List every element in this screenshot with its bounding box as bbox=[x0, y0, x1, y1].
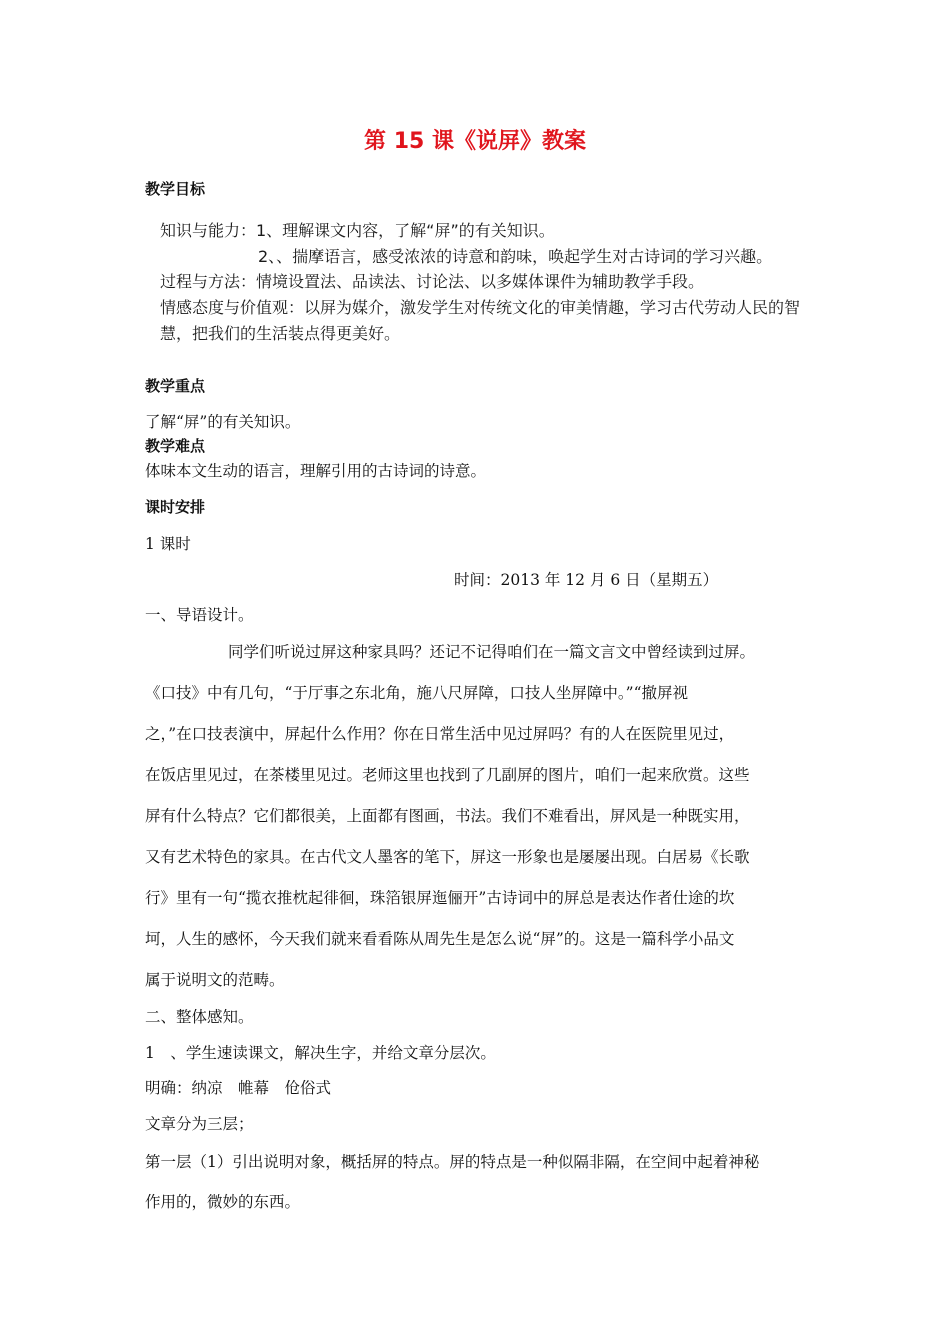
paragraph-line: 屏有什么特点？它们都很美，上面都有图画，书法。我们不难看出，屏风是一种既实用， bbox=[145, 807, 750, 825]
paragraph-line: 明确：纳凉 帷幕 伧俗式 bbox=[145, 1079, 332, 1097]
date-line: 时间：2013 年 12 月 6 日（星期五） bbox=[454, 571, 719, 589]
section1-heading: 一、导语设计。 bbox=[145, 606, 254, 624]
goals-line: 2、、揣摩语言，感受浓浓的诗意和韵味，唤起学生对古诗词的学习兴趣。 bbox=[258, 247, 773, 266]
paragraph-line: 在饭店里见过，在茶楼里见过。老师这里也找到了几副屏的图片，咱们一起来欣赏。这些 bbox=[145, 766, 750, 784]
goals-line: 知识与能力：1、理解课文内容，了解“屏”的有关知识。 bbox=[160, 221, 555, 240]
paragraph-line: 属于说明文的范畴。 bbox=[145, 971, 285, 989]
goals-line: 过程与方法：情境设置法、品读法、讨论法、以多媒体课件为辅助教学手段。 bbox=[160, 272, 705, 291]
paragraph-line: 《口技》中有几句，“于厅事之东北角，施八尺屏障，口技人坐屏障中。”“撤屏视 bbox=[145, 684, 689, 702]
paragraph-line: 第一层（1）引出说明对象，概括屏的特点。屏的特点是一种似隔非隔，在空间中起着神秘 bbox=[145, 1153, 760, 1171]
paragraph-line: 同学们听说过屏这种家具吗？还记不记得咱们在一篇文言文中曾经读到过屏。 bbox=[228, 643, 756, 661]
paragraph-line: 1 、学生速读课文，解决生字，并给文章分层次。 bbox=[145, 1044, 496, 1062]
page-title: 第 15 课《说屏》教案 bbox=[364, 129, 586, 154]
goals-line: 情感态度与价值观：以屏为媒介，激发学生对传统文化的审美情趣，学习古代劳动人民的智 bbox=[160, 298, 801, 317]
goals-heading: 教学目标 bbox=[145, 180, 206, 198]
schedule-text: 1 课时 bbox=[145, 535, 191, 553]
paragraph-line: 作用的，微妙的东西。 bbox=[145, 1193, 301, 1211]
paragraph-line: 又有艺术特色的家具。在古代文人墨客的笔下，屏这一形象也是屡屡出现。白居易《长歌 bbox=[145, 848, 750, 866]
difficulty-heading: 教学难点 bbox=[145, 437, 206, 455]
paragraph-line: 文章分为三层； bbox=[145, 1115, 254, 1133]
section2-heading: 二、整体感知。 bbox=[145, 1008, 254, 1026]
paragraph-line: 坷，人生的感怀，今天我们就来看看陈从周先生是怎么说“屏”的。这是一篇科学小品文 bbox=[145, 930, 735, 948]
difficulty-text: 体味本文生动的语言，理解引用的古诗词的诗意。 bbox=[145, 462, 487, 480]
paragraph-line: 行》里有一句“揽衣推枕起徘徊，珠箔银屏迤俪开”古诗词中的屏总是表达作者仕途的坎 bbox=[145, 889, 735, 907]
focus-heading: 教学重点 bbox=[145, 377, 206, 395]
goals-line: 慧，把我们的生活装点得更美好。 bbox=[160, 324, 401, 343]
focus-text: 了解“屏”的有关知识。 bbox=[145, 413, 301, 431]
schedule-heading: 课时安排 bbox=[145, 498, 206, 516]
paragraph-line: 之，”在口技表演中，屏起什么作用？你在日常生活中见过屏吗？有的人在医院里见过， bbox=[145, 725, 735, 743]
